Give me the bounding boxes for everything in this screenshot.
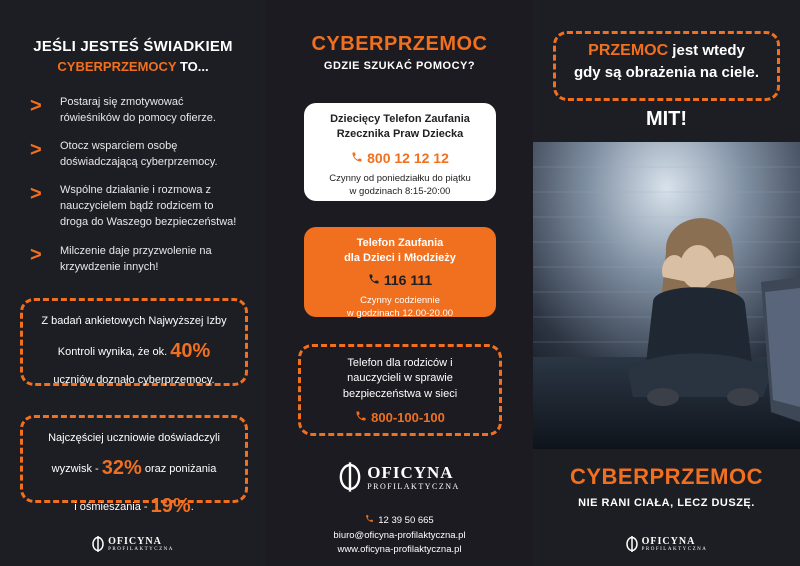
panel3-title: CYBERPRZEMOC	[569, 464, 763, 489]
helpline-box-parents	[298, 344, 502, 436]
stat-line	[23, 332, 245, 370]
contact-website[interactable]: www.oficyna-profilaktyczna.pl	[337, 544, 462, 556]
oficyna-logo-icon	[92, 536, 104, 552]
contact-info	[266, 514, 533, 558]
helpline-card-rpd	[304, 103, 496, 201]
chevron-right-icon: >	[30, 95, 42, 117]
stat-line: uczniów doznało cyberprzemocy.	[53, 373, 215, 386]
brand-subtitle: PROFILAKTYCZNA	[108, 546, 174, 552]
oficyna-logo-icon	[339, 462, 361, 492]
stat-value: 40%	[170, 339, 211, 362]
helpline-name: dla Dzieci i Młodzieży	[344, 251, 456, 264]
helpline-name: nauczycieli w sprawie	[347, 372, 453, 385]
chevron-right-icon: >	[30, 183, 42, 205]
subtitle-highlight: CYBERPRZEMOCY	[57, 59, 177, 74]
stat-box-survey	[20, 298, 248, 386]
left-panel	[0, 0, 266, 566]
brand-logo-small	[0, 536, 266, 557]
subtitle-rest: TO...	[176, 59, 209, 74]
girl-photo-illustration	[533, 142, 800, 449]
stat-line: Najczęściej uczniowie doświadczyli	[48, 432, 220, 444]
helpline-hours: w godzinach 12.00-20.00	[346, 307, 454, 319]
brand-logo-large	[266, 462, 533, 497]
tip-item	[30, 139, 240, 171]
oficyna-logo-icon	[626, 536, 638, 552]
phone-icon	[355, 410, 367, 425]
chevron-right-icon: >	[30, 139, 42, 161]
brand-name: OFICYNA	[641, 535, 696, 547]
tip-item	[30, 244, 240, 276]
helpline-name: Rzecznika Praw Dziecka	[336, 127, 464, 140]
helpline-phone	[304, 272, 496, 288]
tip-text: Postaraj się zmotywować rówieśników do pomocy ofierze.	[60, 96, 216, 124]
stat-text-post: oraz poniżania	[141, 462, 217, 475]
brand-name: OFICYNA	[108, 535, 162, 547]
helpline-name: bezpieczeństwa w sieci	[342, 387, 458, 400]
myth-verdict: MIT!	[645, 108, 688, 130]
stat-value: 19%	[150, 494, 191, 517]
contact-phone	[266, 514, 533, 529]
brand-subtitle: PROFILAKTYCZNA	[641, 546, 708, 552]
phone-icon	[351, 150, 363, 166]
stat-text-pre: wyzwisk -	[51, 462, 102, 475]
helpline-hours: w godzinach 8:15-20:00	[349, 185, 451, 197]
contact-phone-number: 12 39 50 665	[378, 515, 434, 526]
panel1-title: JEŚLI JESTEŚ ŚWIADKIEM	[33, 38, 233, 55]
photo-girl-with-laptop	[533, 142, 800, 449]
stat-line: Z badań ankietowych Najwyższej Izby	[41, 315, 227, 327]
chevron-right-icon: >	[30, 244, 42, 266]
panel1-subtitle	[0, 59, 266, 74]
tip-text: Wspólne działanie i rozmowa z nauczycielem bądź rodzicem to droga do Waszego bezpieczeństwa!	[60, 184, 237, 228]
helpline-hours: Czynny codziennie	[360, 294, 440, 306]
contact-email[interactable]: biuro@oficyna-profilaktyczna.pl	[333, 529, 466, 541]
stat-line	[23, 487, 245, 525]
panel2-title: CYBERPRZEMOC	[311, 33, 488, 55]
stat-text-pre: i ośmieszania -	[74, 500, 151, 513]
right-panel	[533, 0, 800, 566]
myth-box	[553, 31, 780, 101]
stat-text-post: .	[190, 500, 194, 513]
phone-icon	[368, 272, 380, 288]
helpline-phone	[304, 150, 496, 166]
helpline-name: Telefon dla rodziców i	[347, 357, 453, 369]
panel3-subtitle: NIE RANI CIAŁA, LECZ DUSZĘ.	[578, 497, 755, 509]
panel2-subtitle: GDZIE SZUKAĆ POMOCY?	[323, 60, 476, 72]
stat-text-pre: Kontroli wynika, że ok.	[57, 345, 171, 358]
stat-value: 32%	[101, 456, 142, 479]
myth-line	[556, 42, 777, 60]
myth-line: gdy są obrażenia na ciele.	[573, 64, 760, 81]
stat-box-abuse	[20, 415, 248, 517]
middle-panel	[266, 0, 533, 566]
myth-keyword: PRZEMOC	[588, 42, 669, 59]
helpline-phone-number: 116 111	[383, 271, 433, 288]
tip-text: Otocz wsparciem osobę doświadczającą cyberprzemocy.	[60, 140, 218, 168]
tip-item	[30, 95, 240, 127]
brand-subtitle: PROFILAKTYCZNA	[367, 481, 460, 491]
helpline-name: Telefon Zaufania	[356, 237, 444, 249]
helpline-hours: Czynny od poniedziałku do piątku	[329, 172, 471, 184]
myth-text: jest wtedy	[668, 42, 745, 59]
stat-line	[23, 449, 245, 487]
helpline-phone-number: 800 12 12 12	[367, 149, 449, 166]
brand-logo-small	[533, 536, 800, 557]
phone-icon	[365, 514, 374, 529]
helpline-card-116	[304, 227, 496, 317]
tip-item	[30, 183, 240, 231]
helpline-phone-number: 800-100-100	[371, 410, 445, 426]
helpline-phone	[301, 410, 499, 425]
helpline-name: Dziecięcy Telefon Zaufania	[330, 113, 470, 125]
tip-text: Milczenie daje przyzwolenie na krzywdzenie innych!	[60, 245, 212, 273]
brand-name: OFICYNA	[367, 462, 454, 482]
